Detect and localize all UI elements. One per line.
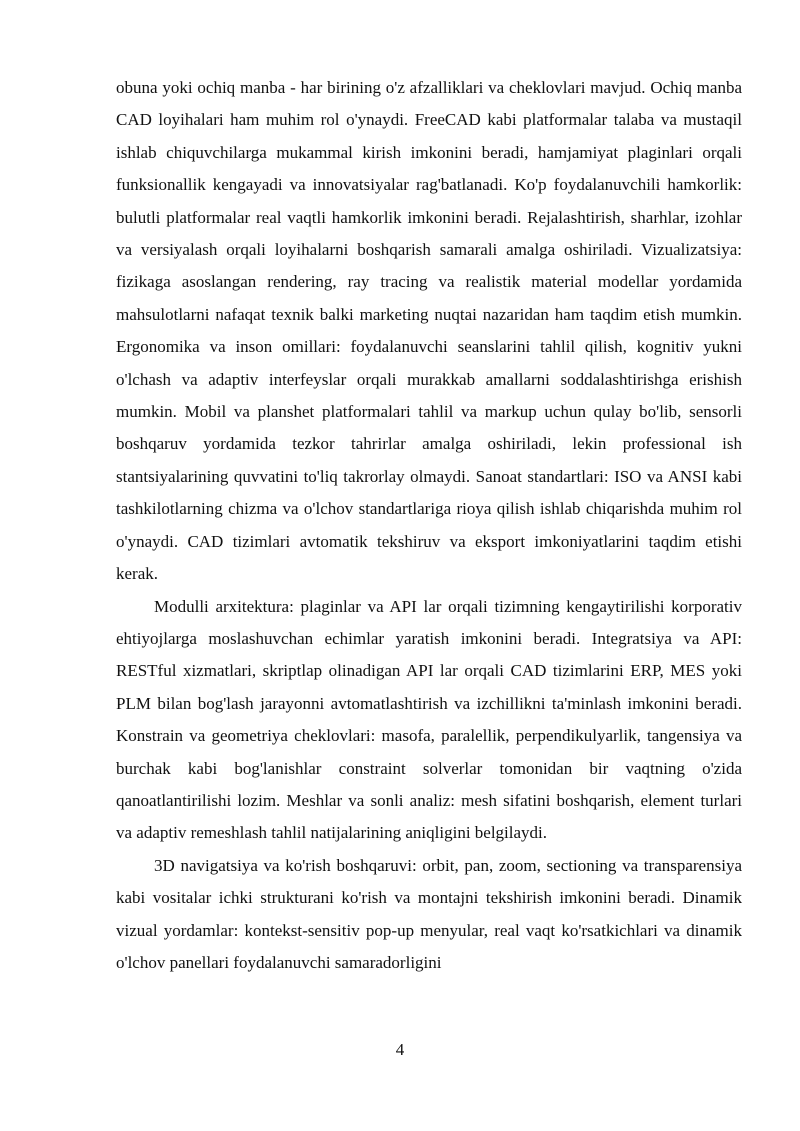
paragraph-modular-architecture: Modulli arxitektura: plaginlar va API lar orqali tizimning kengaytirilishi korporativ ehtiyojlarga moslashuvchan echimlar yaratish imkonini beradi. Integratsiya va API: RESTful xizmatlari, skriptlap olinadigan API lar orqali CAD tizimlarini ERP, MES yoki PLM bilan bog'lash jarayonni avtomatlashtirish va izchillikni ta'minlash imkonini beradi. Konstrain va geometriya cheklovlari: masofa, paralellik, perpendikulyarlik, tangensiya va burchak kabi bog'lanishlar constraint solverlar tomonidan bir vaqtning o'zida qanoatlantirilishi lozim. Meshlar va sonli analiz: mesh sifatini boshqarish, element turlari va adaptiv remeshlash tahlil natijalarining aniqligini belgilaydi. — [116, 596, 742, 843]
paragraph-continuation: obuna yoki ochiq manba - har birining o'z afzalliklari va cheklovlari mavjud. Ochiq manba CAD loyihalari ham muhim rol o'ynaydi. FreeCAD kabi platformalar talaba va mustaqil ishlab chiquvchilarga mukammal kirish imkonini beradi, hamjamiyat plaginlari orqali funksionallik kengayadi va innovatsiyalar rag'batlanadi. Ko'p foydalanuvchili hamkorlik: bulutli platformalar real vaqtli hamkorlik imkonini beradi. Rejalashtirish, sharhlar, izohlar va versiyalash orqali loyihalarni boshqarish samarali amalga oshiriladi. Vizualizatsiya: fizikaga asoslangan rendering, ray tracing va realistik material modellar yordamida mahsulotlarni nafaqat texnik balki marketing nuqtai nazaridan ham taqdim etish mumkin. Ergonomika va inson omillari: foydalanuvchi seanslarini tahlil qilish, kognitiv yukni o'lchash va adaptiv interfeyslar orqali murakkab amallarni soddalashtirishga erishish mumkin. Mobil va planshet platformalari tahlil va markup uchun qulay bo'lib, sensorli boshqaruv yordamida tezkor tahrirlar amalga oshiriladi, lekin professional ish stantsiyalarining quvvatini to'liq takrorlay olmaydi. Sanoat standartlari: ISO va ANSI kabi tashkilotlarning chizma va o'lchov standartlariga rioya qilish ishlab chiqarishda muhim rol o'ynaydi. CAD tizimlari avtomatik tekshiruv va eksport imkoniyatlarini taqdim etishi kerak. — [116, 78, 742, 584]
page-number: 4 — [395, 1040, 405, 1059]
page-body — [116, 72, 742, 979]
paragraph-3d-navigation: 3D navigatsiya va ko'rish boshqaruvi: orbit, pan, zoom, sectioning va transparensiya kabi vositalar ichki strukturani ko'rish va montajni tekshirish imkonini beradi. Dinamik vizual yordamlar: kontekst-sensitiv pop-up menyular, real vaqt ko'rsatkichlari va dinamik o'lchov panellari foydalanuvchi samaradorligini — [116, 855, 742, 972]
